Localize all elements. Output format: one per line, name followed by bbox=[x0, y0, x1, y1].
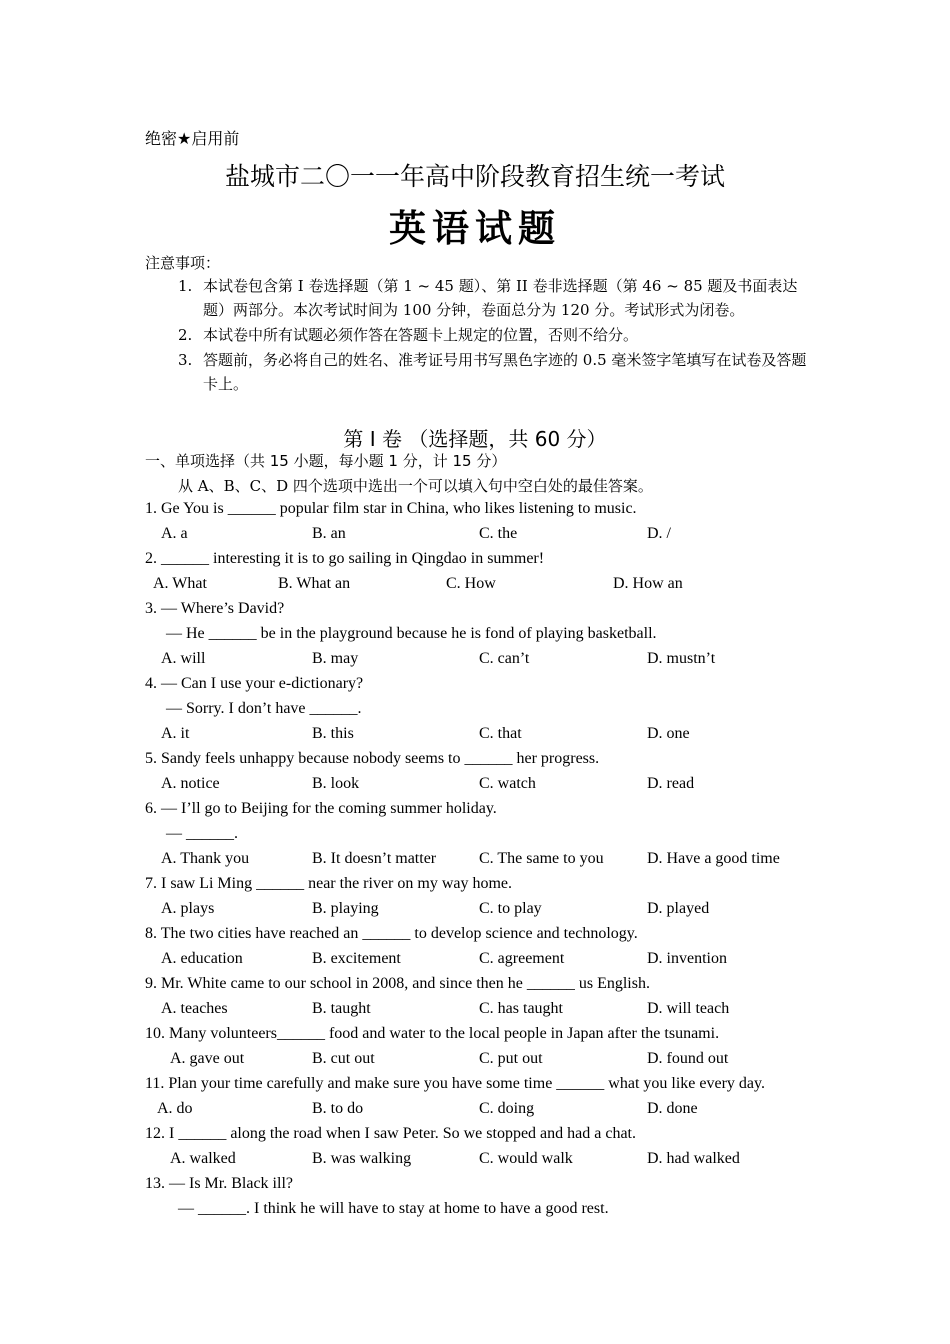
option-a: A. will bbox=[161, 650, 206, 667]
option-b: B. was walking bbox=[312, 1150, 412, 1167]
option-a: A. do bbox=[157, 1100, 193, 1117]
option-a: A. plays bbox=[161, 900, 215, 917]
option-a: A. walked bbox=[170, 1150, 236, 1167]
question-stem: 3. — Where’s David? bbox=[145, 600, 285, 617]
option-d: D. read bbox=[647, 775, 695, 792]
option-b: B. to do bbox=[312, 1100, 364, 1117]
option-c: C. agreement bbox=[479, 950, 565, 967]
option-d: D. Have a good time bbox=[647, 850, 780, 867]
note-item bbox=[178, 348, 818, 396]
question-stem: 5. Sandy feels unhappy because nobody seems to ______ her progress. bbox=[145, 750, 600, 767]
option-c: C. put out bbox=[479, 1050, 543, 1067]
question-stem: 6. — I’ll go to Beijing for the coming summer holiday. bbox=[145, 800, 497, 817]
option-b: B. this bbox=[312, 725, 354, 742]
option-a: A. teaches bbox=[161, 1000, 228, 1017]
question-response: — ______. I think he will have to stay at home to have a good rest. bbox=[178, 1200, 609, 1217]
option-a: A. notice bbox=[161, 775, 220, 792]
note-item bbox=[178, 274, 818, 322]
secret-label: 绝密★启用前 bbox=[145, 129, 240, 148]
question-stem: 9. Mr. White came to our school in 2008, and since then he ______ us English. bbox=[145, 975, 650, 992]
option-c: C. would walk bbox=[479, 1150, 573, 1167]
option-b: B. It doesn’t matter bbox=[312, 850, 437, 867]
part-title: 一、单项选择（共 15 小题，每小题 1 分，计 15 分） bbox=[145, 452, 507, 470]
note-item bbox=[178, 323, 818, 347]
exam-title: 盐城市二〇一一年高中阶段教育招生统一考试 bbox=[224, 162, 725, 191]
option-d: D. had walked bbox=[647, 1150, 740, 1167]
question-response: — He ______ be in the playground because he is fond of playing basketball. bbox=[166, 625, 657, 642]
question-response: — ______. bbox=[166, 825, 238, 842]
option-b: B. may bbox=[312, 650, 359, 667]
option-c: C. to play bbox=[479, 900, 542, 917]
instruction: 从 A、B、C、D 四个选项中选出一个可以填入句中空白处的最佳答案。 bbox=[178, 477, 653, 495]
question-stem: 1. Ge You is ______ popular film star in China, who likes listening to music. bbox=[145, 500, 637, 517]
notes-title: 注意事项： bbox=[145, 254, 221, 272]
option-a: A. What bbox=[153, 575, 207, 592]
option-a: A. Thank you bbox=[161, 850, 250, 867]
option-c: C. has taught bbox=[479, 1000, 563, 1017]
option-a: A. education bbox=[161, 950, 243, 967]
question-stem: 2. ______ interesting it is to go sailing in Qingdao in summer! bbox=[145, 550, 545, 567]
subject-title: 英语试题 bbox=[389, 206, 561, 250]
option-c: C. that bbox=[479, 725, 522, 742]
question-stem: 8. The two cities have reached an ______ to develop science and technology. bbox=[145, 925, 638, 942]
note-text: 本试卷包含第 I 卷选择题（第 1 ~ 45 题）、第 II 卷非选择题（第 46 ~ 85 题及书面表达题）两部分。本次考试时间为 100 分钟，卷面总分为 120 分。考试形式为闭卷。 bbox=[203, 277, 798, 319]
note-number: 2. bbox=[178, 326, 193, 344]
option-b: B. excitement bbox=[312, 950, 401, 967]
option-a: A. gave out bbox=[170, 1050, 245, 1067]
option-d: D. invention bbox=[647, 950, 727, 967]
option-c: C. can’t bbox=[479, 650, 530, 667]
option-d: D. found out bbox=[647, 1050, 729, 1067]
question-stem: 7. I saw Li Ming ______ near the river on my way home. bbox=[145, 875, 513, 892]
option-c: C. The same to you bbox=[479, 850, 604, 867]
option-d: D. / bbox=[647, 525, 671, 542]
question-stem: 12. I ______ along the road when I saw Peter. So we stopped and had a chat. bbox=[145, 1125, 636, 1142]
option-d: D. played bbox=[647, 900, 710, 917]
note-number: 1. bbox=[178, 277, 193, 295]
option-b: B. playing bbox=[312, 900, 379, 917]
option-b: B. an bbox=[312, 525, 346, 542]
question-response: — Sorry. I don’t have ______. bbox=[166, 700, 362, 717]
option-c: C. How bbox=[446, 575, 496, 592]
option-d: D. one bbox=[647, 725, 690, 742]
note-text: 答题前，务必将自己的姓名、准考证号用书写黑色字迹的 0.5 毫米签字笔填写在试卷及答题卡上。 bbox=[203, 351, 807, 393]
question-stem: 10. Many volunteers______ food and water to the local people in Japan after the tsunami. bbox=[145, 1025, 720, 1042]
option-c: C. watch bbox=[479, 775, 536, 792]
option-d: D. mustn’t bbox=[647, 650, 716, 667]
option-a: A. a bbox=[161, 525, 188, 542]
option-b: B. What an bbox=[278, 575, 351, 592]
option-d: D. will teach bbox=[647, 1000, 730, 1017]
option-b: B. cut out bbox=[312, 1050, 375, 1067]
question-stem: 4. — Can I use your e-dictionary? bbox=[145, 675, 364, 692]
option-d: D. How an bbox=[613, 575, 683, 592]
option-d: D. done bbox=[647, 1100, 698, 1117]
option-c: C. doing bbox=[479, 1100, 535, 1117]
question-stem: 13. — Is Mr. Black ill? bbox=[145, 1175, 293, 1192]
option-c: C. the bbox=[479, 525, 518, 542]
note-text: 本试卷中所有试题必须作答在答题卡上规定的位置，否则不给分。 bbox=[203, 326, 639, 344]
note-number: 3. bbox=[178, 351, 193, 369]
option-b: B. look bbox=[312, 775, 360, 792]
option-a: A. it bbox=[161, 725, 190, 742]
option-b: B. taught bbox=[312, 1000, 371, 1017]
question-stem: 11. Plan your time carefully and make sure you have some time ______ what you like every day. bbox=[145, 1075, 765, 1092]
section-title: 第 Ⅰ 卷 （选择题，共 60 分） bbox=[343, 427, 607, 451]
